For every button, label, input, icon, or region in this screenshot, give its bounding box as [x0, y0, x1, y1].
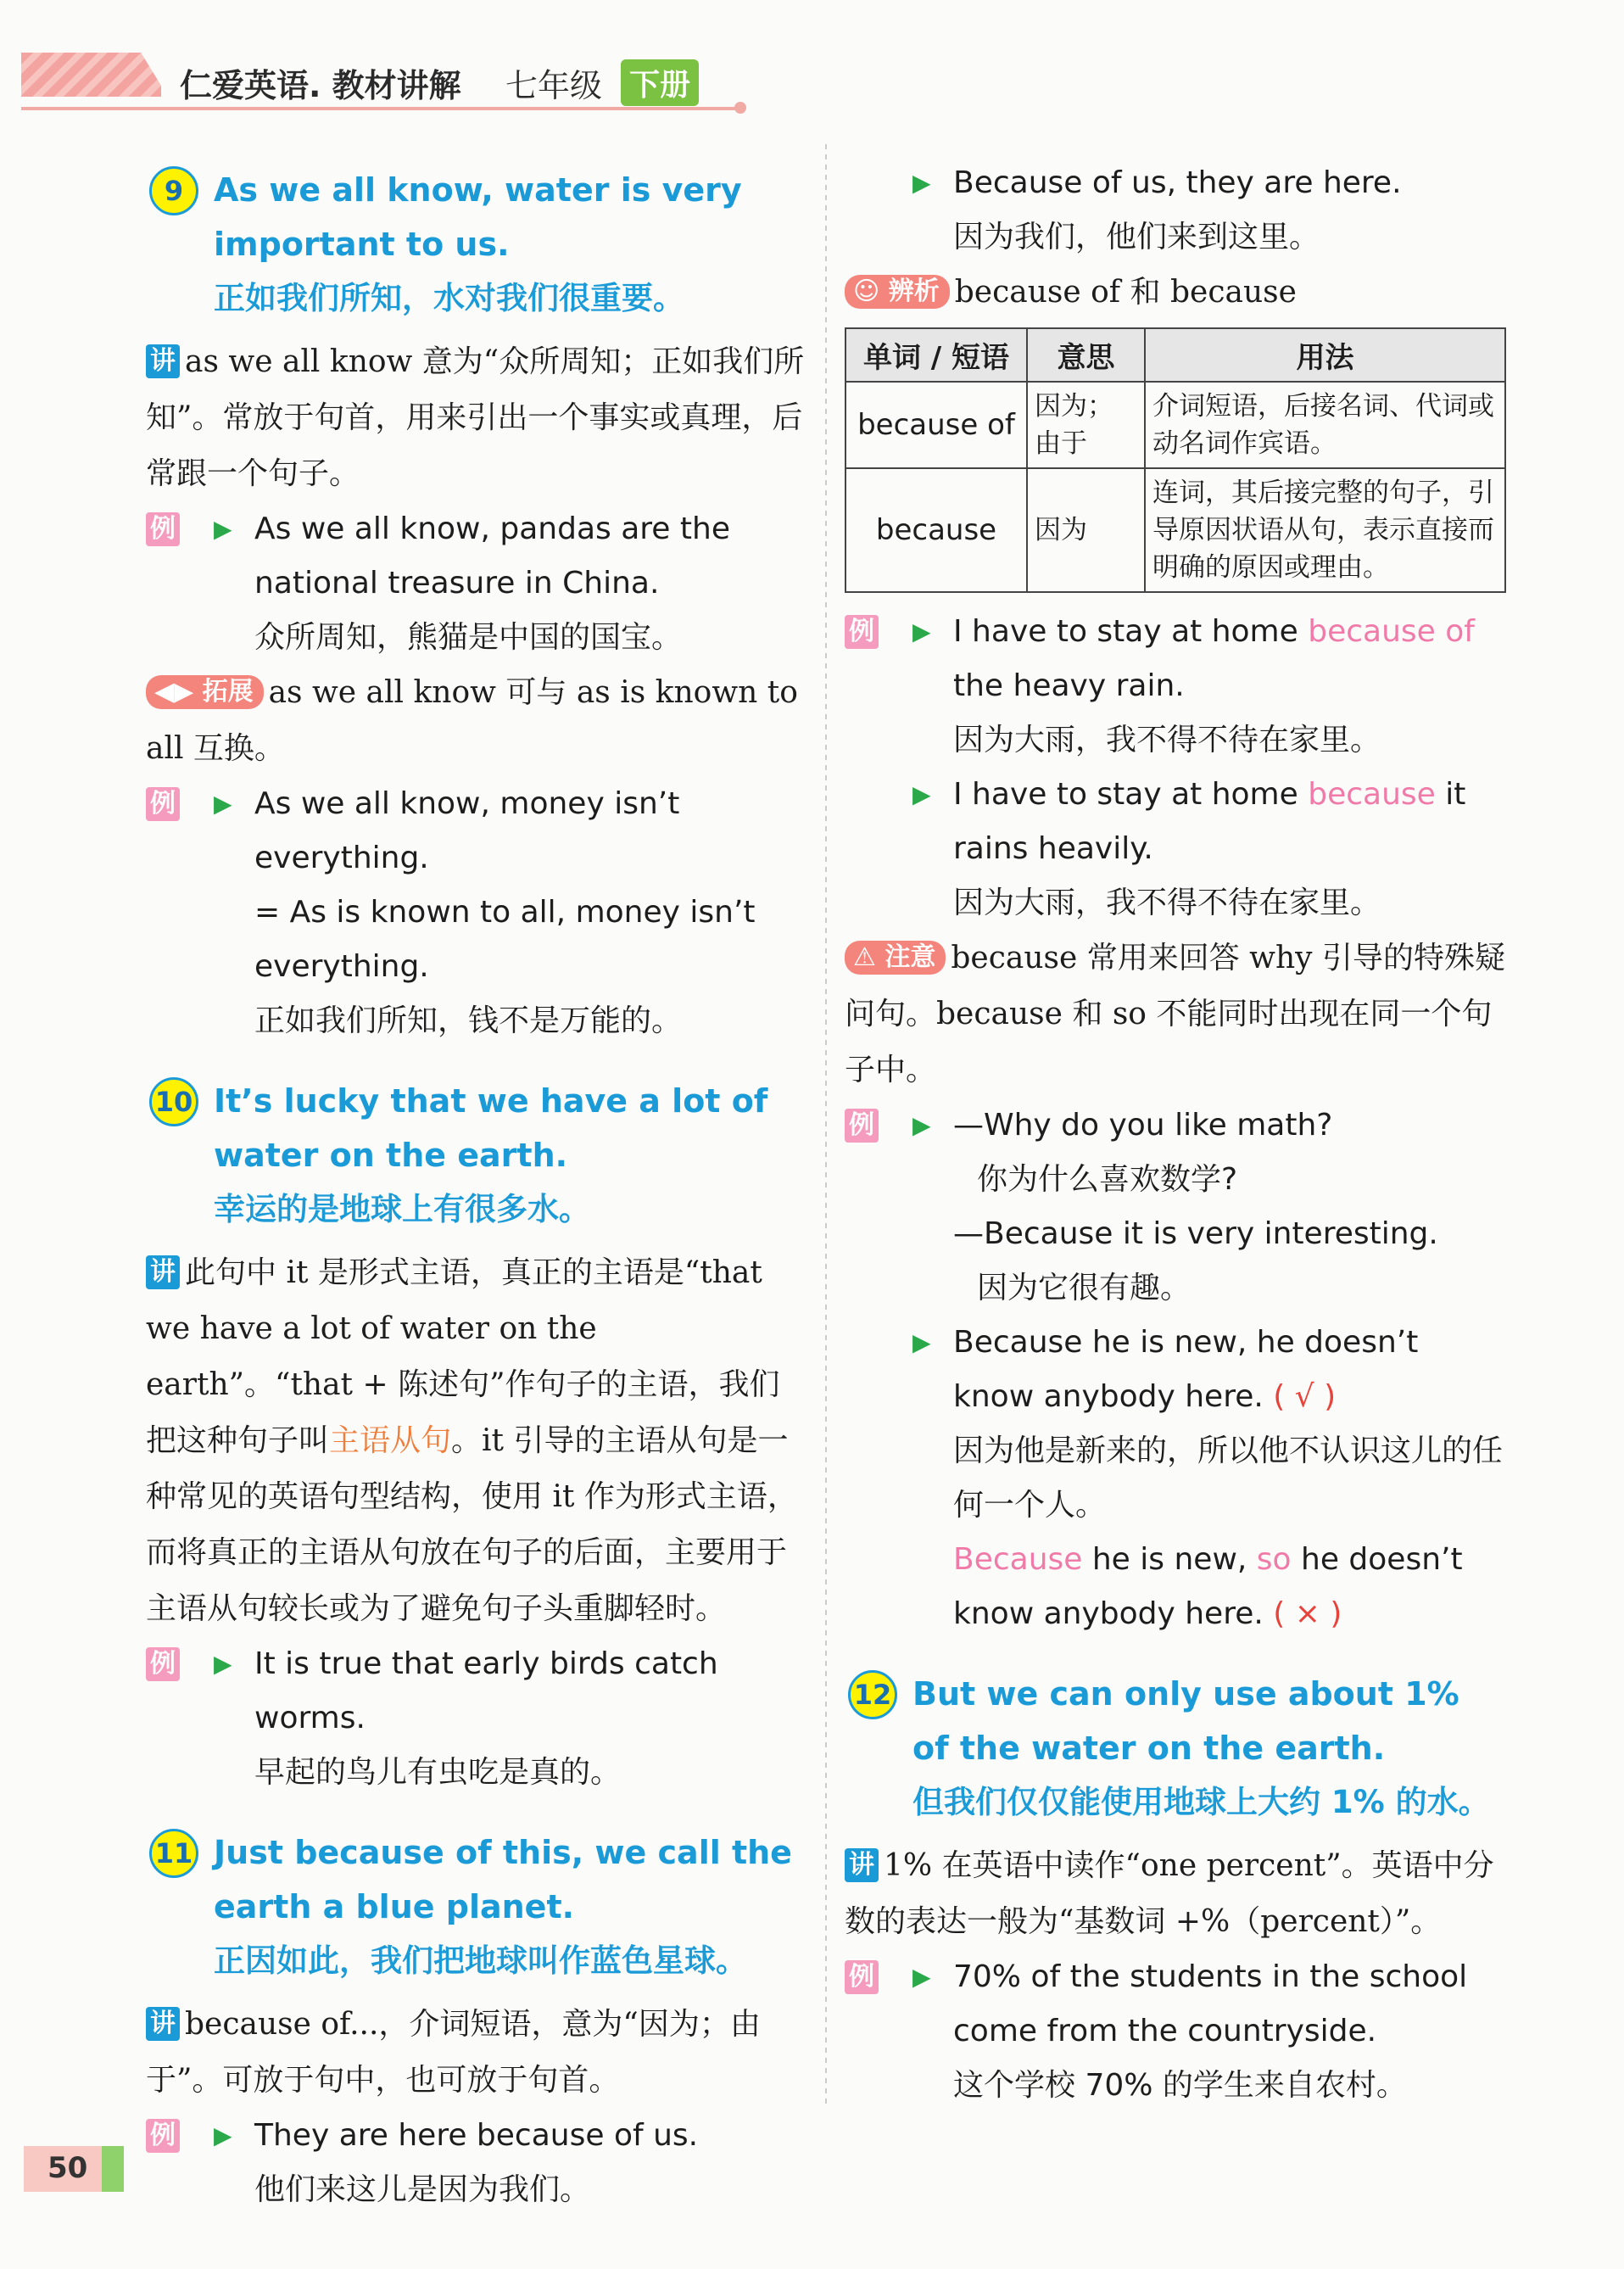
- column-divider: [825, 144, 827, 2104]
- example-cn: 他们来这儿是因为我们。: [254, 2172, 591, 2207]
- key-sentence-en: But we can only use about 1% of the water on the earth.: [912, 1675, 1459, 1767]
- table-row: [845, 382, 1505, 468]
- triangle-bullet-icon: ▶: [912, 169, 931, 197]
- example-block: [146, 502, 807, 665]
- analysis-tag: ☺ 辨析: [845, 275, 950, 309]
- example-en: I have to stay at home because it rains heavily.: [953, 777, 1466, 866]
- key-point-number: 9: [149, 166, 198, 215]
- highlight-term: 主语从句: [329, 1423, 452, 1458]
- key-point-9: [146, 163, 807, 326]
- explanation: [146, 1245, 807, 1637]
- key-sentence-cn: 但我们仅仅能使用地球上大约 1% 的水。: [912, 1784, 1490, 1820]
- page-number: 50: [47, 2151, 88, 2185]
- example-en-alt: = As is known to all, money isn’t everything.: [254, 895, 756, 984]
- example-cn: 这个学校 70% 的学生来自农村。: [953, 2068, 1407, 2103]
- example-block: [845, 1950, 1506, 2113]
- example-cn: 因为我们，他们来到这里。: [953, 220, 1320, 254]
- triangle-bullet-icon: ▶: [912, 780, 931, 808]
- right-column: [845, 156, 1506, 2113]
- extension-tag: ◀▶ 拓展: [146, 675, 264, 709]
- table-cell-meaning: 因为: [1027, 468, 1145, 592]
- example-cn: 因为他是新来的，所以他不认识这儿的任何一个人。: [953, 1433, 1504, 1523]
- page-number-tab: [24, 2146, 124, 2192]
- triangle-bullet-icon: ▶: [912, 1963, 931, 1991]
- explanation: [146, 334, 807, 502]
- analysis-text: because of 和 because: [954, 275, 1297, 310]
- triangle-bullet-icon: ▶: [214, 790, 232, 818]
- example-cn: 早起的鸟儿有虫吃是真的。: [254, 1755, 622, 1790]
- volume-badge: 下册: [621, 59, 699, 106]
- triangle-bullet-icon: ▶: [214, 2121, 232, 2149]
- key-point-number: 11: [149, 1829, 198, 1878]
- example-en: Because he is new, he doesn’t know anybody here. ( √ ): [953, 1325, 1419, 1414]
- analysis: [845, 265, 1506, 321]
- table-cell-meaning: 因为；由于: [1027, 382, 1145, 468]
- example-block: [146, 1637, 807, 1800]
- explanation-text: because of...，介词短语，意为“因为；由于”。可放于句中，也可放于句首。: [146, 2007, 761, 2098]
- example-block: [845, 768, 1506, 931]
- explain-tag: 讲: [146, 2007, 180, 2041]
- dialogue-question-cn: 你为什么喜欢数学?: [977, 1162, 1238, 1197]
- explain-tag: 讲: [146, 344, 180, 378]
- left-column: [146, 163, 807, 2217]
- highlight-term: because of: [1308, 614, 1475, 649]
- wrong-mark: ( × ): [1273, 1596, 1342, 1631]
- example-en: As we all know, pandas are the national treasure in China.: [254, 511, 730, 601]
- dialogue-answer: —Because it is very interesting.: [953, 1216, 1438, 1251]
- comparison-table: [845, 327, 1506, 593]
- example-tag: 例: [845, 1960, 879, 1994]
- dialogue-question: —Why do you like math?: [953, 1108, 1333, 1143]
- example-block: [845, 156, 1506, 265]
- example-tag: 例: [146, 1647, 180, 1681]
- explain-tag: 讲: [845, 1848, 879, 1882]
- triangle-bullet-icon: ▶: [912, 618, 931, 645]
- key-sentence-en: As we all know, water is very important to us.: [214, 171, 742, 263]
- grade-label: 七年级: [505, 67, 603, 104]
- highlight-term: because: [1308, 777, 1436, 812]
- header-decoration-cut: [136, 44, 168, 97]
- note-text: because 常用来回答 why 引导的特殊疑问句。because 和 so 不能同时出现在同一个句子中。: [845, 941, 1505, 1087]
- example-tag: 例: [845, 615, 879, 649]
- book-title: 仁爱英语. 教材讲解: [180, 67, 461, 104]
- explanation: [845, 1838, 1506, 1950]
- dialogue-answer-cn: 因为它很有趣。: [977, 1271, 1191, 1305]
- example-en: Because of us, they are here.: [953, 165, 1402, 200]
- example-block: [146, 777, 807, 1048]
- example-cn: 因为大雨，我不得不待在家里。: [953, 886, 1381, 920]
- key-sentence-en: Just because of this, we call the earth a blue planet.: [214, 1834, 792, 1925]
- table-cell-word: because of: [845, 382, 1027, 468]
- explanation: [146, 1997, 807, 2109]
- triangle-bullet-icon: ▶: [214, 515, 232, 543]
- extension: [146, 665, 807, 777]
- key-sentence-cn: 正因如此，我们把地球叫作蓝色星球。: [214, 1942, 747, 1979]
- table-header: 意思: [1027, 328, 1145, 382]
- key-point-number: 12: [848, 1670, 897, 1719]
- explanation-text: as we all know 意为“众所周知；正如我们所知”。常放于句首，用来引出一个事实或真理，后常跟一个句子。: [146, 344, 805, 491]
- example-block: [146, 2109, 807, 2217]
- table-cell-usage: 连词，其后接完整的句子，引导原因状语从句，表示直接而明确的原因或理由。: [1145, 468, 1505, 592]
- key-point-10: [146, 1074, 807, 1237]
- explain-tag: 讲: [146, 1255, 180, 1289]
- explanation-text: 此句中 it 是形式主语，真正的主语是“that we have a lot of water on the earth”。“that + 陈述句”作句子的主语，我们把这种句子叫: [146, 1255, 780, 1458]
- example-en-wrong: Because he is new, so he doesn’t know anybody here. ( × ): [953, 1542, 1463, 1631]
- example-block: [845, 1098, 1506, 1316]
- note-tag: ⚠ 注意: [845, 941, 946, 975]
- example-cn: 正如我们所知，钱不是万能的。: [254, 1003, 683, 1038]
- key-sentence-cn: 幸运的是地球上有很多水。: [214, 1191, 590, 1227]
- example-en: I have to stay at home because of the heavy rain.: [953, 614, 1475, 703]
- key-point-number: 10: [149, 1077, 198, 1126]
- table-cell-usage: 介词短语，后接名词、代词或动名词作宾语。: [1145, 382, 1505, 468]
- example-tag: 例: [146, 512, 180, 546]
- example-cn: 众所周知，熊猫是中国的国宝。: [254, 620, 683, 655]
- triangle-bullet-icon: ▶: [214, 1650, 232, 1678]
- extension-text: as we all know 可与 as is known to all 互换。: [146, 675, 798, 766]
- header-rule-dot: [734, 102, 746, 114]
- note: [845, 931, 1506, 1098]
- example-en: 70% of the students in the school come from the countryside.: [953, 1959, 1468, 2048]
- table-row: [845, 468, 1505, 592]
- correct-mark: ( √ ): [1273, 1379, 1337, 1414]
- example-block: [845, 605, 1506, 768]
- key-sentence-cn: 正如我们所知，水对我们很重要。: [214, 280, 684, 316]
- table-cell-word: because: [845, 468, 1027, 592]
- header-rule: [21, 107, 742, 110]
- example-block: [845, 1316, 1506, 1641]
- example-en: They are here because of us.: [254, 2118, 699, 2153]
- triangle-bullet-icon: ▶: [912, 1328, 931, 1356]
- key-point-12: [845, 1667, 1506, 1830]
- triangle-bullet-icon: ▶: [912, 1111, 931, 1139]
- example-en: As we all know, money isn’t everything.: [254, 786, 680, 875]
- example-tag: 例: [146, 787, 180, 821]
- example-en: It is true that early birds catch worms.: [254, 1646, 718, 1735]
- example-tag: 例: [146, 2119, 180, 2153]
- key-point-11: [146, 1825, 807, 1988]
- example-cn: 因为大雨，我不得不待在家里。: [953, 723, 1381, 757]
- table-header: 单词 / 短语: [845, 328, 1027, 382]
- key-sentence-en: It’s lucky that we have a lot of water on the earth.: [214, 1082, 768, 1174]
- example-tag: 例: [845, 1109, 879, 1143]
- explanation-text-cont: 。it 引导的主语从句是一种常见的英语句型结构，使用 it 作为形式主语，而将真正的主语从句放在句子的后面，主要用于主语从句较长或为了避免句子头重脚轻时。: [146, 1423, 798, 1626]
- explanation-text: 1% 在英语中读作“one percent”。英语中分数的表达一般为“基数词 +%（percent）”。: [845, 1848, 1494, 1939]
- table-header: 用法: [1145, 328, 1505, 382]
